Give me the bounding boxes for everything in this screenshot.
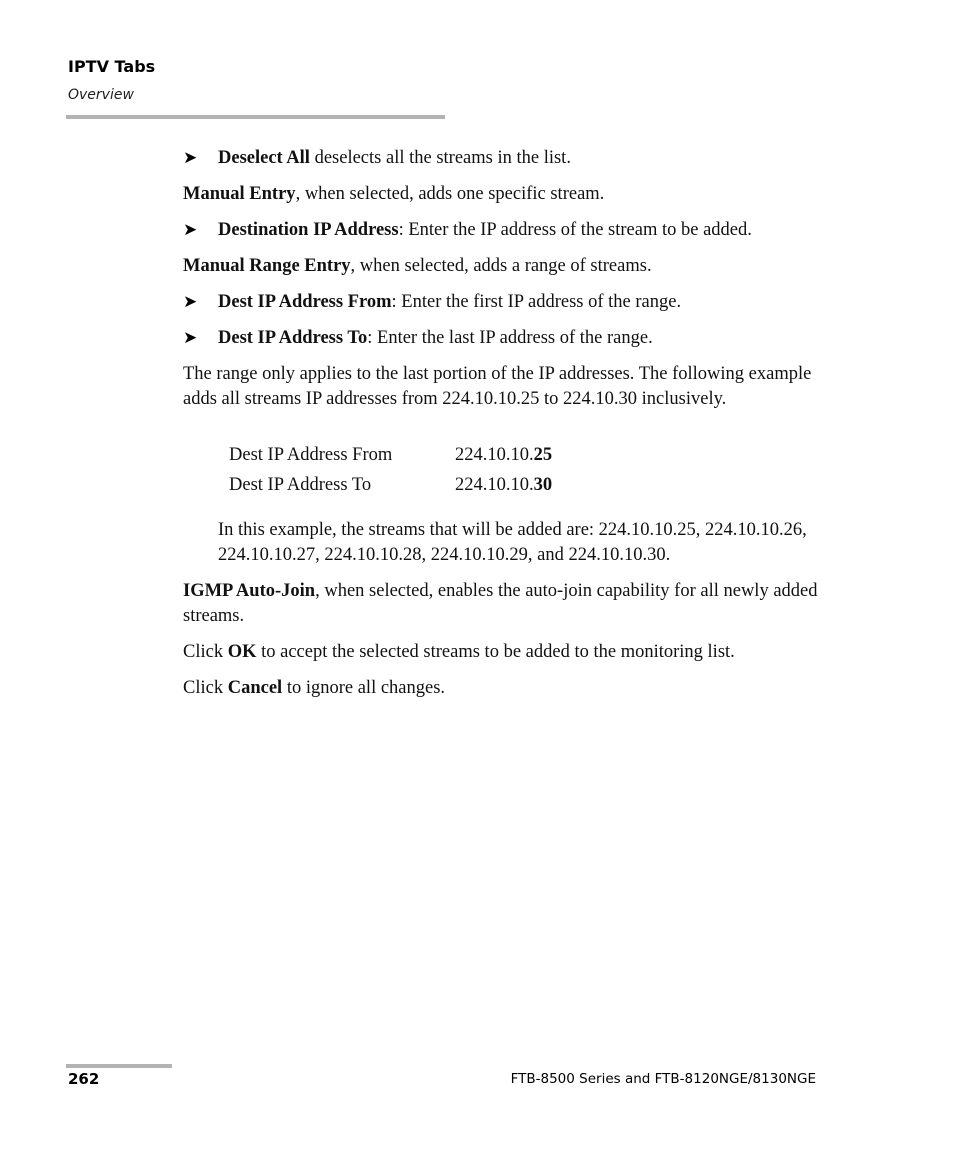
ip-prefix: 224.10.10. bbox=[455, 474, 534, 495]
click-prefix: Click bbox=[183, 642, 228, 662]
term-deselect-all: Deselect All bbox=[218, 148, 310, 168]
arrow-bullet-icon: ➤ bbox=[183, 328, 198, 348]
term-ok: OK bbox=[227, 642, 257, 662]
example-label: Dest IP Address To bbox=[229, 474, 372, 495]
term-dest-ip-from: Dest IP Address From bbox=[218, 292, 392, 312]
footer-rule bbox=[66, 1064, 172, 1068]
para-click-ok bbox=[183, 640, 823, 665]
desc-igmp-auto-join: , when selected, enables the auto-join capability for all newly added streams. bbox=[183, 581, 818, 626]
ip-suffix: 30 bbox=[533, 474, 553, 495]
desc-dest-ip-to: : Enter the last IP address of the range. bbox=[367, 328, 653, 348]
example-value bbox=[455, 440, 552, 470]
term-manual-entry: Manual Entry bbox=[183, 184, 296, 204]
bullet-dest-ip-from bbox=[183, 290, 823, 315]
click-prefix: Click bbox=[183, 678, 228, 698]
page-number: 262 bbox=[68, 1070, 100, 1088]
desc-ok: to accept the selected streams to be added to the monitoring list. bbox=[256, 642, 735, 662]
bullet-destination-ip bbox=[183, 218, 823, 243]
desc-cancel: to ignore all changes. bbox=[282, 678, 446, 698]
ip-prefix: 224.10.10. bbox=[455, 444, 534, 465]
para-igmp-auto-join bbox=[183, 579, 823, 629]
para-click-cancel bbox=[183, 676, 823, 701]
ip-suffix: 25 bbox=[533, 444, 553, 465]
subsection-title: Overview bbox=[68, 87, 134, 103]
desc-manual-range-entry: , when selected, adds a range of streams. bbox=[350, 256, 652, 276]
bullet-dest-ip-to bbox=[183, 326, 823, 351]
para-manual-entry bbox=[183, 182, 823, 207]
term-manual-range-entry: Manual Range Entry bbox=[183, 256, 351, 276]
term-cancel: Cancel bbox=[227, 678, 283, 698]
desc-manual-entry: , when selected, adds one specific stream. bbox=[295, 184, 605, 204]
desc-destination-ip: : Enter the IP address of the stream to be added. bbox=[398, 220, 752, 240]
example-label: Dest IP Address From bbox=[229, 444, 393, 465]
arrow-bullet-icon: ➤ bbox=[183, 220, 198, 240]
arrow-bullet-icon: ➤ bbox=[183, 292, 198, 312]
table-row bbox=[229, 440, 552, 470]
desc-dest-ip-from: : Enter the first IP address of the range. bbox=[391, 292, 682, 312]
page-content bbox=[183, 146, 823, 712]
term-destination-ip: Destination IP Address bbox=[218, 220, 399, 240]
header-rule bbox=[66, 115, 445, 119]
example-value bbox=[455, 470, 552, 500]
para-range-explanation: The range only applies to the last portion of the IP addresses. The following example adds all streams IP addresses from 224.10.10.25 to 224.10.30 inclusively. bbox=[183, 364, 812, 409]
arrow-bullet-icon: ➤ bbox=[183, 148, 198, 168]
desc-deselect-all: deselects all the streams in the list. bbox=[309, 148, 571, 168]
example-table bbox=[229, 440, 552, 500]
footer-doc-title: FTB-8500 Series and FTB-8120NGE/8130NGE bbox=[510, 1071, 816, 1087]
bullet-deselect-all bbox=[183, 146, 823, 171]
term-igmp-auto-join: IGMP Auto-Join bbox=[183, 581, 316, 601]
table-row bbox=[229, 470, 552, 500]
para-manual-range-entry bbox=[183, 254, 823, 279]
section-title: IPTV Tabs bbox=[68, 57, 156, 76]
para-example: In this example, the streams that will be added are: 224.10.10.25, 224.10.10.26, 224.10.10.27, 224.10.10.28, 224.10.10.29, and 224.10.10.30. bbox=[218, 520, 807, 565]
term-dest-ip-to: Dest IP Address To bbox=[218, 328, 368, 348]
